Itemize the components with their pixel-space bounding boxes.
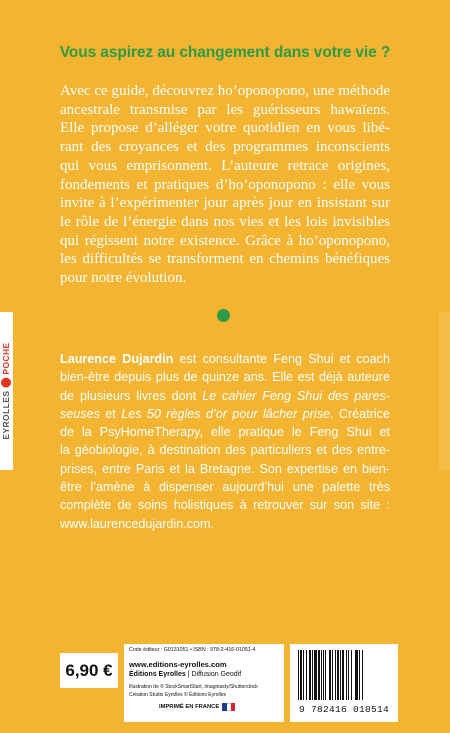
publisher-website: www.editions-eyrolles.com <box>129 660 227 669</box>
bio-line: Laurence Dujardin est consultante Feng Shui et coach <box>60 352 390 366</box>
intro-line: les difficultés se transforment en chemins bénéfiques <box>60 251 390 268</box>
right-edge-tab <box>439 312 450 470</box>
intro-line: fondements et pratiques d’ho’oponopono : elle vous <box>60 176 390 193</box>
bio-line: complète de soins holistiques à retrouver sur son site : <box>60 498 390 513</box>
spine-series: POCHE <box>1 342 11 375</box>
intro-line: le rôle de l’énergie dans nos vies et les lois invisibles <box>60 213 390 230</box>
intro-line: qui régissent notre existence. Grâce à ho’oponopono, <box>60 232 390 249</box>
barcode <box>290 644 398 722</box>
author-name: Laurence Dujardin <box>60 352 174 366</box>
spine-label <box>1 342 11 439</box>
spine-dot-icon <box>1 378 11 388</box>
bio-line: de plusieurs livres dont Le cahier Feng Shui des pares- <box>60 388 390 403</box>
intro-line: rant des croyances et des programmes inconscients <box>60 139 390 156</box>
intro-line: ancestrale transmise par les guérisseurs hawaïens. <box>60 101 390 118</box>
spine-brand: EYROLLES <box>1 390 11 440</box>
intro-line: invite à l’expérimenter jour après jour en insistant sur <box>60 195 390 212</box>
bio-line: bien-être depuis plus de quinze ans. Elle est déjà auteure <box>60 370 390 385</box>
intro-line: pour notre évolution. <box>60 270 187 287</box>
creation-credit: Création Studio Eyrolles © Éditions Eyrolles <box>129 692 227 698</box>
separator-dot <box>217 309 230 322</box>
illustration-credit: Illustration de © StockSmartStart, Imaginasty/Shutterstock <box>129 684 258 690</box>
intro-text <box>60 82 390 288</box>
made-in-france: IMPRIMÉ EN FRANCE <box>159 703 235 711</box>
intro-line: Elle propose d’alléger votre quotidien en vous libé- <box>60 120 390 137</box>
intro-line: qui vous emprisonnent. L’auteure retrace origines, <box>60 157 390 174</box>
author-website: www.laurencedujardin.com. <box>60 516 214 531</box>
publisher-info-box <box>124 644 284 722</box>
barcode-digits: 9 782416 010514 <box>298 704 389 715</box>
price-tag: 6,90 € <box>60 653 118 688</box>
bio-line: la géobiologie, à destination des particuliers et des entre- <box>60 443 390 458</box>
book-title: seuses <box>60 406 100 421</box>
book-title: Le cahier Feng Shui des pares- <box>202 388 390 403</box>
intro-line: Avec ce guide, découvrez ho’oponopono, une méthode <box>60 83 390 99</box>
barcode-bars-icon <box>298 650 392 700</box>
author-bio <box>60 350 390 533</box>
publisher-codes: Code éditeur : G0131051 • ISBN : 978-2-416-01051-4 <box>129 647 256 653</box>
bio-line: prises, entre Paris et la Bretagne. Son expertise en bien- <box>60 461 390 476</box>
publisher-line: Éditions Eyrolles | Diffusion Geodif <box>129 671 242 678</box>
headline: Vous aspirez au changement dans votre vie ? <box>59 44 391 61</box>
bio-line: seuses et Les 50 règles d’or pour lâcher prise. Créatrice <box>60 406 390 421</box>
bio-line: être l’amène à dispenser aujourd’hui une palette très <box>60 480 390 495</box>
bio-line: de la PsyHomeTherapy, elle pratique le Feng Shui et <box>60 425 390 440</box>
book-title: Les 50 règles d’or pour lâcher prise <box>121 406 330 421</box>
french-flag-icon <box>222 703 235 711</box>
